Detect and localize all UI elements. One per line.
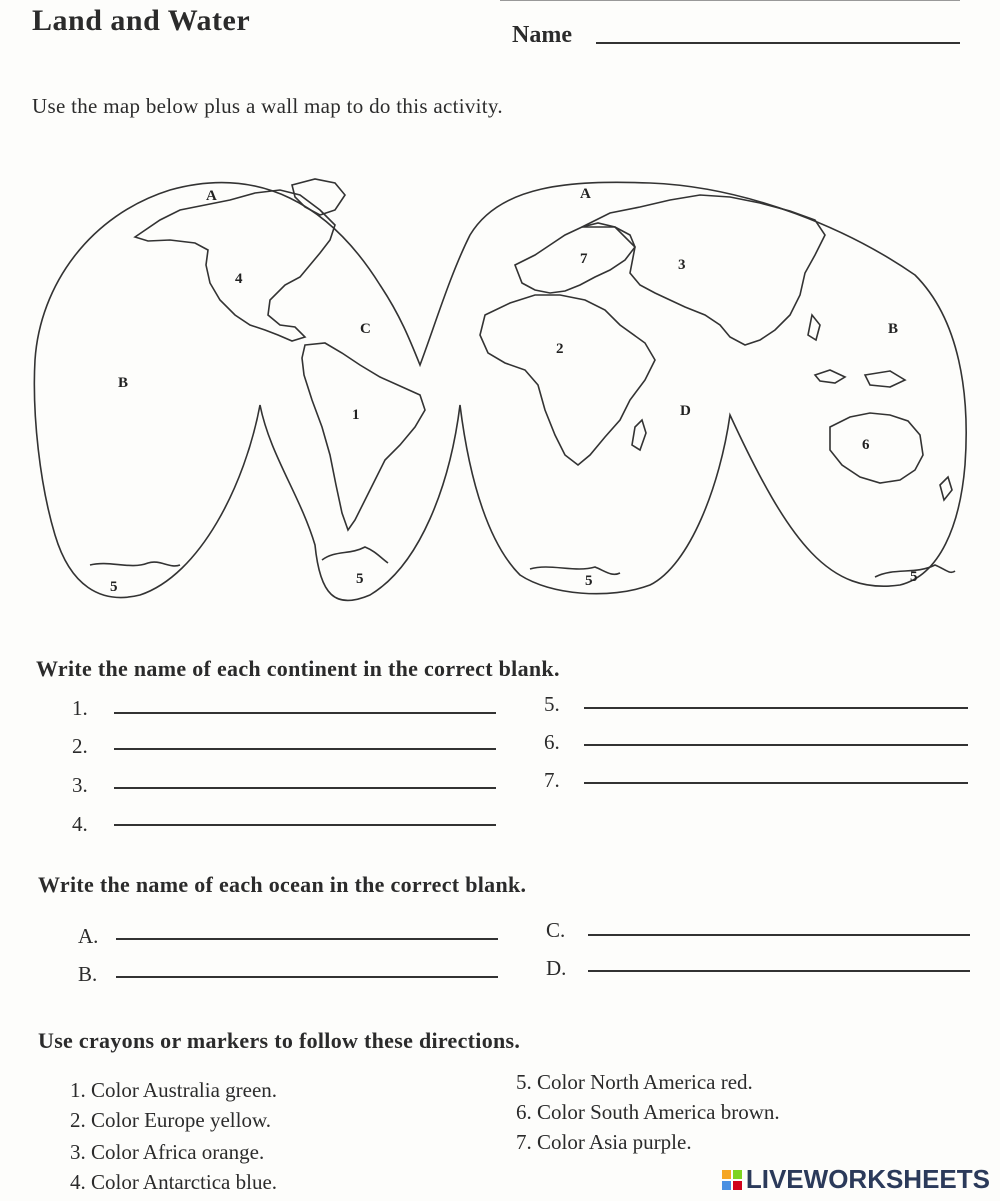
logo-square-4 [733, 1181, 742, 1190]
label-continent-6: 6 [862, 437, 870, 453]
north-america [135, 190, 335, 341]
label-continent-2: 2 [556, 341, 564, 357]
ocean-blank-label-A: A. [78, 924, 99, 948]
label-continent-1: 1 [352, 407, 360, 423]
label-continent-5b: 5 [356, 571, 364, 587]
new-guinea [865, 371, 905, 387]
ocean-blank-C[interactable] [588, 934, 970, 936]
direction-5: 5. Color North America red. [516, 1070, 753, 1094]
label-ocean-A-left: A [206, 188, 217, 204]
continents-heading: Write the name of each continent in the correct blank. [36, 656, 560, 681]
label-ocean-B-right: B [888, 321, 899, 337]
direction-1: 1. Color Australia green. [70, 1078, 278, 1102]
directions-heading: Use crayons or markers to follow these directions. [38, 1028, 521, 1053]
continent-blank-label-3: 3. [72, 773, 88, 797]
label-continent-5a: 5 [110, 579, 118, 595]
map-outline [34, 182, 966, 600]
continent-blank-label-7: 7. [544, 768, 560, 792]
worksheet-title: Land and Water [32, 4, 251, 37]
logo-square-3 [722, 1181, 731, 1190]
ocean-blank-D[interactable] [588, 970, 970, 972]
label-ocean-D: D [680, 403, 691, 419]
label-continent-4: 4 [235, 271, 243, 287]
continent-blank-4[interactable] [114, 824, 496, 826]
continent-blank-label-4: 4. [72, 812, 88, 836]
direction-3: 3. Color Africa orange. [70, 1140, 265, 1164]
continent-blank-2[interactable] [114, 748, 496, 750]
direction-2: 2. Color Europe yellow. [70, 1108, 272, 1132]
continent-blank-label-5: 5. [544, 692, 560, 716]
logo-text: LIVEWORKSHEETS [745, 1164, 990, 1194]
label-ocean-B-left: B [118, 375, 129, 391]
world-map [30, 165, 970, 610]
label-ocean-A-right: A [580, 186, 591, 202]
name-label: Name [512, 22, 572, 48]
label-continent-7: 7 [580, 251, 588, 267]
direction-6: 6. Color South America brown. [516, 1100, 780, 1124]
new-zealand [940, 477, 952, 500]
ocean-blank-A[interactable] [116, 938, 498, 940]
top-rule [500, 0, 960, 1]
logo-grid-icon [722, 1170, 742, 1190]
continent-blank-7[interactable] [584, 782, 968, 784]
instruction-text: Use the map below plus a wall map to do this activity. [32, 94, 503, 118]
name-blank[interactable] [596, 42, 960, 44]
antarctica-left [90, 562, 180, 566]
continent-blank-label-2: 2. [72, 734, 88, 758]
direction-4: 4. Color Antarctica blue. [70, 1170, 278, 1194]
antarctica-right1 [530, 567, 620, 574]
antarctica-mid [322, 547, 388, 563]
europe [515, 223, 635, 293]
liveworksheets-logo [722, 1164, 990, 1195]
continent-blank-1[interactable] [114, 712, 496, 714]
logo-square-2 [733, 1170, 742, 1179]
label-ocean-C: C [360, 321, 371, 337]
madagascar [632, 420, 646, 450]
label-continent-3: 3 [678, 257, 686, 273]
south-america [302, 343, 425, 530]
ocean-blank-label-D: D. [546, 956, 567, 980]
direction-7: 7. Color Asia purple. [516, 1130, 692, 1154]
japan [808, 315, 820, 340]
logo-square-1 [722, 1170, 731, 1179]
label-continent-5d: 5 [910, 569, 918, 585]
ocean-blank-B[interactable] [116, 976, 498, 978]
australia [830, 413, 923, 483]
continent-blank-6[interactable] [584, 744, 968, 746]
ocean-blank-label-C: C. [546, 918, 566, 942]
continent-blank-5[interactable] [584, 707, 968, 709]
ocean-blank-label-B: B. [78, 962, 98, 986]
indonesia [815, 370, 845, 383]
oceans-heading: Write the name of each ocean in the correct blank. [38, 872, 527, 897]
continent-blank-label-1: 1. [72, 696, 88, 720]
continent-blank-label-6: 6. [544, 730, 560, 754]
label-continent-5c: 5 [585, 573, 593, 589]
continent-blank-3[interactable] [114, 787, 496, 789]
africa [480, 295, 655, 465]
